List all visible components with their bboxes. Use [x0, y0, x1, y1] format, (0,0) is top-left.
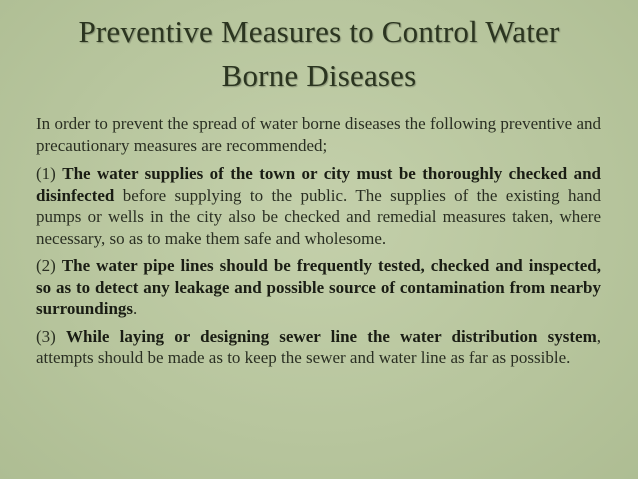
title-line-1: Preventive Measures to Control Water — [78, 14, 560, 49]
measure-1-text: before supplying to the public. The supplies of the existing hand pumps or wells in the city also be checked and remedial measures taken, where necessary, so as to make them safe and wholesome. — [36, 185, 601, 248]
measure-1-paragraph — [36, 163, 601, 249]
measure-3-paragraph — [36, 326, 601, 369]
measure-3-text: , attempts should be made as to keep the sewer and water line as far as possible. — [36, 326, 602, 367]
measure-2-text: . — [133, 299, 138, 318]
measure-2-paragraph — [36, 255, 601, 320]
measure-3-number: (3) — [36, 326, 56, 346]
measure-1-number: (1) — [36, 164, 56, 183]
intro-paragraph: In order to prevent the spread of water borne diseases the following preventive and precautionary measures are recommended; — [36, 114, 601, 155]
title-line-2: Borne Diseases — [221, 58, 417, 93]
measure-1-bold-text: The water supplies of the town or city must be thoroughly checked and disinfected — [36, 164, 602, 205]
measure-2-number: (2) — [36, 256, 56, 275]
measure-3-bold-text: While laying or designing sewer line the water distribution system — [66, 326, 597, 346]
slide-body — [36, 113, 601, 375]
slide-title — [20, 10, 618, 98]
measure-2-bold-text: The water pipe lines should be frequently tested, checked and inspected, so as to detect any leakage and possible source of contamination from nearby surroundings — [36, 256, 601, 318]
